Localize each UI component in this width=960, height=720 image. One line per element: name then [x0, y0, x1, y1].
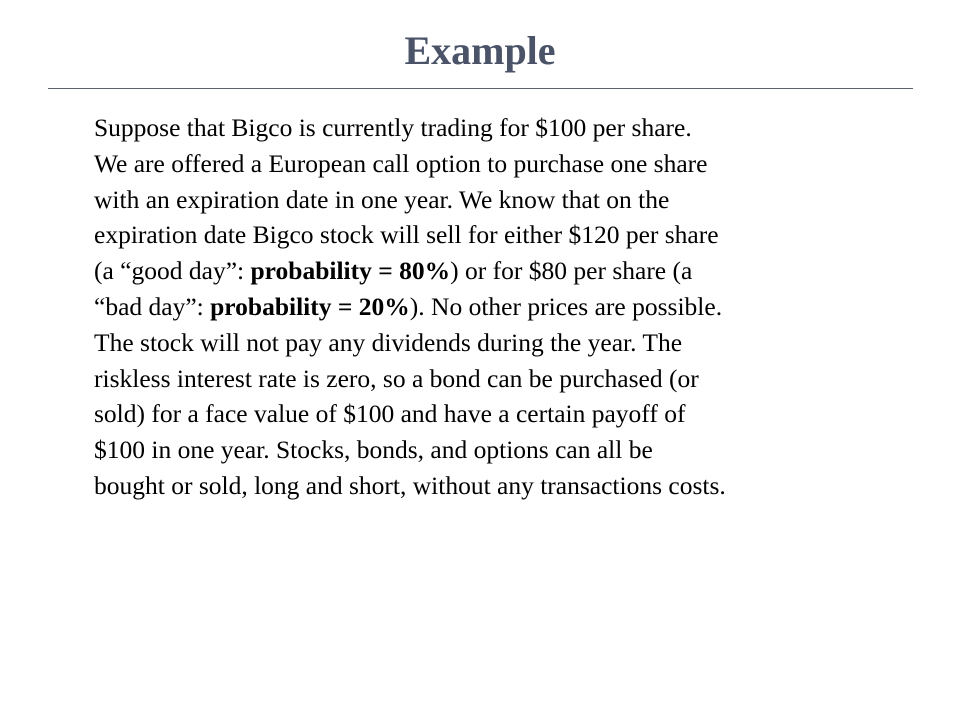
- body-line-8: riskless interest rate is zero, so a bond can be purchased (or: [94, 363, 699, 393]
- body-line-9: sold) for a face value of $100 and have a certain payoff of: [94, 399, 686, 429]
- body-paragraph: [94, 110, 934, 504]
- body-line-10: $100 in one year. Stocks, bonds, and options can all be: [94, 435, 653, 465]
- body-line-1: Suppose that Bigco is currently trading for $100 per share.: [94, 113, 692, 142]
- body-line-6: [94, 289, 934, 325]
- good-day-probability: probability = 80%: [250, 256, 451, 286]
- slide-title: Example: [404, 28, 556, 73]
- body-line-11: bought or sold, long and short, without any transactions costs.: [94, 470, 726, 500]
- body-line-5: [94, 253, 934, 289]
- body-line-3: with an expiration date in one year. We know that on the: [94, 184, 670, 214]
- body-line-5-tail: ) or for $80 per share (a: [450, 256, 693, 286]
- bad-day-probability: probability = 20%: [210, 291, 410, 321]
- good-day-label: (a “good day”:: [94, 256, 251, 286]
- body-line-2: We are offered a European call option to purchase one share: [94, 148, 708, 178]
- body-line-6-tail: ). No other prices are possible.: [409, 291, 723, 321]
- title-divider: [48, 88, 913, 89]
- body-line-4: expiration date Bigco stock will sell for either $120 per share: [94, 220, 719, 250]
- bad-day-label: “bad day”:: [94, 291, 211, 321]
- body-line-7: The stock will not pay any dividends during the year. The: [94, 327, 683, 357]
